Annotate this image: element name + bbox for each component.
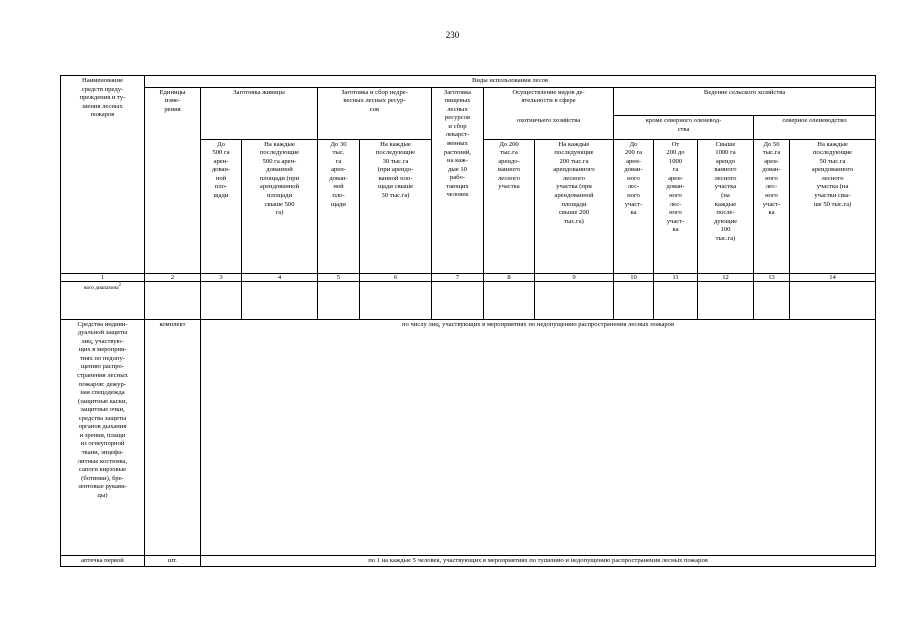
text-line: Наименование xyxy=(81,77,124,84)
header-nonwood xyxy=(318,87,432,139)
text-line: тающих xyxy=(446,182,469,190)
header-name-cell xyxy=(61,76,145,274)
text-line: Осуществление видов де- xyxy=(512,88,585,96)
column-number: 12 xyxy=(698,273,754,281)
row-value xyxy=(754,281,790,319)
text-line: (на xyxy=(721,191,730,199)
text-line: 200 тыс.га xyxy=(559,157,589,165)
text-line: ванного xyxy=(714,166,737,174)
row-unit: комплект xyxy=(145,319,201,555)
text-line: До xyxy=(629,140,638,148)
text-line: От xyxy=(671,140,680,148)
row-value xyxy=(360,281,432,319)
text-line: последующие xyxy=(812,149,853,157)
header-col-12 xyxy=(698,139,754,273)
text-line: щению распро- xyxy=(80,363,125,371)
column-number: 7 xyxy=(432,273,484,281)
text-line: пожаров xyxy=(90,111,115,119)
text-line: 100 xyxy=(720,226,731,234)
text-line: Единицы xyxy=(159,88,186,96)
text-line: 1000 xyxy=(668,157,683,165)
text-line: арендованной xyxy=(259,183,300,191)
text-line: (защитные каски, xyxy=(77,397,128,405)
footnote-marker: 2 xyxy=(118,282,122,288)
text-line: на каж- xyxy=(447,157,468,165)
text-line: зентовые рукави- xyxy=(78,483,127,491)
row-name: вого диапазона xyxy=(83,284,119,291)
text-line: литные костюмы, xyxy=(77,457,128,465)
text-line: площади xyxy=(266,191,292,199)
text-line: арен- xyxy=(668,174,683,182)
row-unit xyxy=(145,281,201,319)
header-col-4 xyxy=(242,139,318,273)
text-line: лес- xyxy=(765,183,778,191)
text-line: ресурсов xyxy=(444,114,471,122)
text-line: щади свыше xyxy=(377,183,413,191)
text-line: тиях по недопу- xyxy=(80,354,125,362)
text-line: органов дыхания xyxy=(78,423,127,431)
row-unit: шт. xyxy=(145,555,201,567)
table-row xyxy=(61,555,876,567)
header-row-2 xyxy=(61,87,876,116)
column-number-row xyxy=(61,273,876,281)
text-line: участки свы- xyxy=(814,191,851,199)
text-line: ка xyxy=(768,209,775,217)
column-number: 3 xyxy=(201,273,242,281)
text-line: сов xyxy=(369,105,380,113)
page-number: 230 xyxy=(445,30,460,40)
text-line: дующие xyxy=(713,217,738,225)
row-value xyxy=(484,281,535,319)
text-line: тыс.га) xyxy=(564,217,584,225)
text-line: сапоги кирзовые xyxy=(79,466,126,474)
text-line: венных xyxy=(447,139,468,147)
text-line: рабо- xyxy=(449,174,466,182)
header-units xyxy=(145,87,201,273)
row-merged-value: по числу лиц, участвующих в мероприятиях по недопущению распространения лесных пожаров xyxy=(201,319,876,555)
text-line: арен- xyxy=(331,166,346,174)
text-line: арен- xyxy=(764,157,779,165)
text-line: ной xyxy=(333,183,344,191)
text-line: цы) xyxy=(97,491,108,499)
header-col-10 xyxy=(614,139,654,273)
row-name-cell xyxy=(61,319,145,555)
text-line: ванного xyxy=(497,166,521,174)
text-line: изме- xyxy=(164,97,181,105)
text-line: ше 50 тыс.га) xyxy=(813,200,852,208)
header-col-8 xyxy=(484,139,535,273)
text-line: площади xyxy=(561,200,587,208)
text-line: каждые xyxy=(714,200,737,208)
header-col-6 xyxy=(360,139,432,273)
header-hunting-top xyxy=(484,87,614,116)
text-line: дованной xyxy=(266,166,293,174)
text-line: странения лесных xyxy=(77,371,128,379)
row-merged-value: по 1 на каждые 5 человек, участвующих в мероприятиях по тушению и недопущению распространения лесных пожаров xyxy=(201,555,876,567)
text-line: средства защиты xyxy=(78,414,127,422)
text-line: До 200 xyxy=(499,140,519,148)
text-line: арендованной xyxy=(554,191,594,199)
text-line: га xyxy=(672,166,679,174)
text-line: На каждые xyxy=(264,140,295,148)
text-line: тыс.га xyxy=(762,149,781,157)
row-value xyxy=(790,281,876,319)
text-line: участ- xyxy=(666,217,685,225)
text-line: пло- xyxy=(214,183,228,191)
header-col-13 xyxy=(754,139,790,273)
row-value xyxy=(614,281,654,319)
text-line: дован- xyxy=(762,166,781,174)
table-row xyxy=(61,281,876,319)
text-line: 1000 га xyxy=(715,149,736,157)
text-line: преждения и ту- xyxy=(79,94,126,102)
column-number: 6 xyxy=(360,273,432,281)
text-line: ного xyxy=(765,174,778,182)
text-line: арендо xyxy=(715,157,736,165)
column-number: 13 xyxy=(754,273,790,281)
row-name: аптечка первой xyxy=(61,555,145,567)
text-line: 30 тыс.га) xyxy=(381,191,410,199)
text-line: тыс.га) xyxy=(715,234,736,242)
text-line: (при арендо- xyxy=(377,166,414,174)
text-line: ства xyxy=(677,125,690,133)
header-col-9 xyxy=(535,139,614,273)
text-line: и сбор xyxy=(448,122,467,130)
text-line: дован- xyxy=(624,166,643,174)
row-value xyxy=(201,281,242,319)
text-line: ного xyxy=(627,191,640,199)
text-line: последующие xyxy=(375,149,416,157)
row-value xyxy=(654,281,698,319)
text-line: 30 тыс.га xyxy=(382,157,409,165)
column-number: 8 xyxy=(484,273,535,281)
text-line: щади xyxy=(331,200,346,208)
text-line: ной xyxy=(215,174,227,182)
text-line: До xyxy=(217,140,225,148)
header-col-14 xyxy=(790,139,876,273)
text-line: свыше 500 xyxy=(264,200,295,208)
text-line: щади xyxy=(213,191,229,199)
row-name-cell xyxy=(61,281,145,319)
text-line: пищевых xyxy=(444,97,471,105)
text-line: последующие xyxy=(554,149,594,157)
text-line: 500 га арен- xyxy=(262,157,297,165)
text-line: лесного xyxy=(498,174,520,182)
column-number: 9 xyxy=(535,273,614,281)
text-line: 200 до xyxy=(666,149,685,157)
text-line: лесного xyxy=(563,174,585,182)
text-line: человек xyxy=(446,191,469,199)
column-number: 10 xyxy=(614,273,654,281)
text-line: шения лесных xyxy=(82,102,123,110)
text-line: пло- xyxy=(332,191,345,199)
text-line: арендо- xyxy=(498,157,520,165)
text-line: дован- xyxy=(329,174,348,182)
row-value xyxy=(242,281,318,319)
text-line: ятельности в сфере xyxy=(521,97,576,105)
text-line: лес- xyxy=(669,200,682,208)
text-line: лекарст- xyxy=(445,131,470,139)
column-number: 1 xyxy=(61,273,145,281)
header-resin: Заготовка живицы xyxy=(201,87,318,139)
text-line: дуальной защиты xyxy=(77,329,128,337)
text-line: щих в мероприя- xyxy=(78,346,127,354)
text-line: До 50 xyxy=(763,140,780,148)
table-row xyxy=(61,319,876,555)
text-line: тыс. xyxy=(332,149,345,157)
text-line: Заготовка xyxy=(443,88,472,96)
text-line: ткани, энцефа- xyxy=(81,449,124,456)
header-name xyxy=(63,77,142,120)
text-line: рения xyxy=(164,105,181,113)
header-col-3 xyxy=(201,139,242,273)
text-line: Заготовка и сбор недре- xyxy=(341,88,408,96)
text-line: лиц, участвую- xyxy=(81,337,124,345)
row-value xyxy=(535,281,614,319)
text-line: На каждые xyxy=(558,140,590,148)
text-line: арен- xyxy=(626,157,641,165)
text-line: участка xyxy=(714,183,737,191)
text-line: дован- xyxy=(666,183,685,191)
column-number: 2 xyxy=(145,273,201,281)
text-line: тыс.га xyxy=(500,149,518,157)
text-line: 50 тыс.га xyxy=(819,157,846,165)
text-line: га xyxy=(335,157,342,165)
row-value xyxy=(698,281,754,319)
text-line: арендованного xyxy=(811,166,854,174)
text-line: До 30 xyxy=(330,140,347,148)
text-line: кроме северного оленевод- xyxy=(645,117,722,125)
text-line: ка xyxy=(630,209,637,217)
text-line: участка (на xyxy=(816,183,849,191)
row-name xyxy=(63,321,142,501)
column-number: 4 xyxy=(242,273,318,281)
header-col-11 xyxy=(654,139,698,273)
text-line: дые 10 xyxy=(448,165,467,173)
column-number: 11 xyxy=(654,273,698,281)
text-line: весных лесных ресур- xyxy=(343,97,406,105)
text-line: последующие xyxy=(259,149,300,157)
text-line: участка (при xyxy=(556,183,592,191)
text-line: площади (при xyxy=(259,174,300,182)
text-line: ванной пло- xyxy=(378,174,413,182)
row-value xyxy=(318,281,360,319)
header-kinds-of-use: Виды использования лесов xyxy=(145,76,876,88)
header-col-5 xyxy=(318,139,360,273)
equipment-norms-table xyxy=(60,75,876,567)
text-line: растений, xyxy=(443,148,472,156)
text-line: участка xyxy=(498,183,520,191)
text-line: Свыше xyxy=(715,140,736,148)
text-line: дован- xyxy=(211,166,231,174)
text-line: ного xyxy=(627,174,640,182)
text-line: и зрения, плащи xyxy=(79,431,126,439)
header-non-reindeer xyxy=(614,116,754,140)
text-line: ного xyxy=(765,191,778,199)
text-line: после- xyxy=(716,209,735,217)
header-reindeer: северное оленеводство xyxy=(754,116,876,140)
text-line: участ- xyxy=(624,200,643,208)
text-line: 500 га xyxy=(212,149,230,157)
text-line: ного xyxy=(669,209,682,217)
text-line: ного xyxy=(669,191,682,199)
text-line: из огнеупорной xyxy=(80,440,125,448)
text-line: защитные очки, xyxy=(80,406,125,414)
text-line: пожаров: дежур- xyxy=(79,380,126,388)
text-line: лесного xyxy=(714,174,737,182)
text-line: На каждые xyxy=(817,140,848,148)
text-line: (ботинки), бре- xyxy=(81,474,124,482)
column-number: 14 xyxy=(790,273,876,281)
header-hunting: охотничьего хозяйства xyxy=(484,116,614,140)
header-row-1 xyxy=(61,76,876,88)
text-line: лесных xyxy=(447,105,468,113)
text-line: Средства индиви- xyxy=(77,320,128,328)
text-line: ная спецодежда xyxy=(80,389,125,397)
text-line: На каждые xyxy=(380,140,411,148)
text-line: 200 га xyxy=(624,149,643,157)
text-line: га) xyxy=(275,209,284,217)
text-line: ка xyxy=(672,226,679,234)
text-line: участ- xyxy=(762,200,781,208)
text-line: арендованного xyxy=(553,166,595,174)
text-line: лесного xyxy=(821,174,844,182)
header-agriculture: Ведение сельского хозяйства xyxy=(614,87,876,116)
text-line: свыше 200 xyxy=(558,209,589,217)
text-line: арен- xyxy=(213,157,229,165)
column-number: 5 xyxy=(318,273,360,281)
row-value xyxy=(432,281,484,319)
text-line: средств преду- xyxy=(81,85,124,93)
text-line: лес- xyxy=(627,183,640,191)
header-food xyxy=(432,87,484,273)
